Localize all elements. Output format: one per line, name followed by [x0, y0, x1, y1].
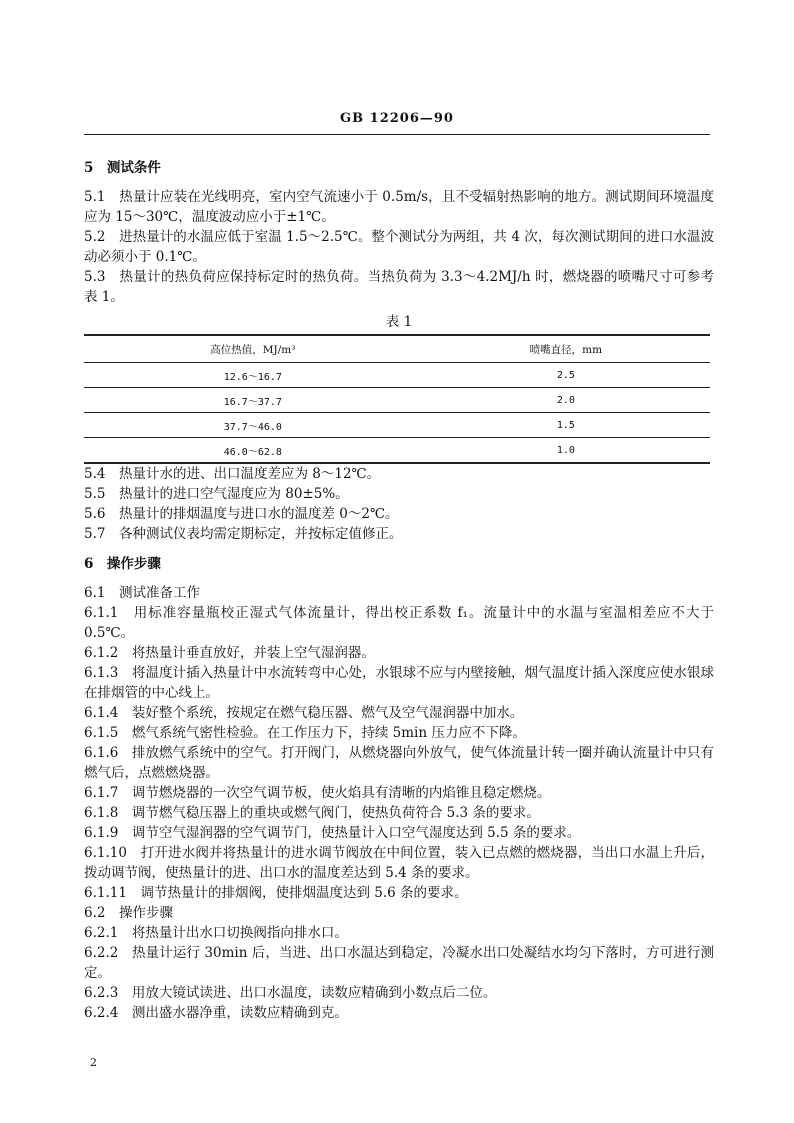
page-number: 2	[90, 1056, 97, 1069]
clause-6-2-4: 6.2.4 测出盛水器净重，读数应精确到克。	[84, 1005, 348, 1021]
clause-6-1-2: 6.1.2 将热量计垂直放好，并装上空气湿润器。	[84, 645, 375, 661]
document-body	[84, 158, 714, 1023]
nozzle-table	[84, 334, 710, 464]
table-cell: 2.5	[422, 363, 710, 388]
clause-6-1: 6.1 测试准备工作	[84, 585, 200, 601]
table-row	[84, 438, 710, 464]
section-6-title: 6 操作步骤	[84, 556, 161, 572]
table-cell: 46.0～62.8	[84, 438, 422, 464]
clause-5-4: 5.4 热量计水的进、出口温度差应为 8～12℃。	[84, 466, 381, 482]
table-cell: 1.0	[422, 438, 710, 464]
clause-6-1-1: 6.1.1 用标准容量瓶校正湿式气体流量计，得出校正系数 f₁。流量计中的水温与室温相差应不大于 0.5℃。	[84, 605, 714, 641]
clause-6-1-7: 6.1.7 调节燃烧器的一次空气调节板，使火焰具有清晰的内焰锥且稳定燃烧。	[84, 785, 551, 801]
clause-6-1-4: 6.1.4 装好整个系统，按规定在燃气稳压器、燃气及空气湿润器中加水。	[84, 705, 524, 721]
clause-6-1-11: 6.1.11 调节热量计的排烟阀，使排烟温度达到 5.6 条的要求。	[84, 885, 468, 901]
clause-6-2-2: 6.2.2 热量计运行 30min 后，当进、出口水温达到稳定，冷凝水出口处凝结水均匀下落时，方可进行测定。	[84, 945, 714, 981]
section-5-title: 5 测试条件	[84, 160, 161, 176]
clause-5-3: 5.3 热量计的热负荷应保持标定时的热负荷。当热负荷为 3.3～4.2MJ/h 时，燃烧器的喷嘴尺寸可参考表 1。	[84, 269, 714, 305]
clause-5-1: 5.1 热量计应装在光线明亮，室内空气流速小于 0.5m/s，且不受辐射热影响的地方。测试期间环境温度应为 15～30℃，温度波动应小于±1℃。	[84, 189, 714, 225]
table-row	[84, 413, 710, 438]
table-cell: 16.7～37.7	[84, 388, 422, 413]
clause-6-1-6: 6.1.6 排放燃气系统中的空气。打开阀门，从燃烧器向外放气，使气体流量计转一圈并确认流量计中只有燃气后，点燃燃烧器。	[84, 745, 714, 781]
table-cell: 12.6～16.7	[84, 363, 422, 388]
table-row	[84, 363, 710, 388]
clause-6-1-9: 6.1.9 调节空气湿润器的空气调节门，使热量计入口空气湿度达到 5.5 条的要求。	[84, 825, 581, 841]
clause-6-1-8: 6.1.8 调节燃气稳压器上的重块或燃气阀门，使热负荷符合 5.3 条的要求。	[84, 805, 540, 821]
clause-6-2: 6.2 操作步骤	[84, 905, 173, 921]
clause-5-6: 5.6 热量计的排烟温度与进口水的温度差 0～2℃。	[84, 506, 399, 522]
table-cell: 2.0	[422, 388, 710, 413]
clause-6-2-3: 6.2.3 用放大镜试读进、出口水温度，读数应精确到小数点后二位。	[84, 985, 497, 1001]
clause-6-1-10: 6.1.10 打开进水阀并将热量计的进水调节阀放在中间位置，装入已点燃的燃烧器，当出口水温上升后，拨动调节阀，使热量计的进、出口水的温度差达到 5.4 条的要求。	[84, 845, 714, 881]
document-code-header: GB 12206—90	[340, 111, 454, 126]
table-header-heating-value: 高位热值，MJ/m³	[84, 335, 422, 363]
clause-6-1-5: 6.1.5 燃气系统气密性检验。在工作压力下，持续 5min 压力应不下降。	[84, 725, 526, 741]
table-header-nozzle-diameter: 喷嘴直径，mm	[422, 335, 710, 363]
clause-5-5: 5.5 热量计的进口空气湿度应为 80±5%。	[84, 486, 349, 502]
clause-6-1-3: 6.1.3 将温度计插入热量计中水流转弯中心处，水银球不应与内壁接触，烟气温度计插入深度应使水银球在排烟管的中心线上。	[84, 665, 714, 701]
table-cell: 1.5	[422, 413, 710, 438]
table-1-caption: 表 1	[385, 314, 413, 330]
clause-6-2-1: 6.2.1 将热量计出水口切换阀指向排水口。	[84, 925, 348, 941]
table-cell: 37.7～46.0	[84, 413, 422, 438]
clause-5-2: 5.2 进热量计的水温应低于室温 1.5～2.5℃。整个测试分为两组，共 4 次，每次测试期间的进口水温波动必须小于 0.1℃。	[84, 229, 714, 265]
clause-5-7: 5.7 各种测试仪表均需定期标定，并按标定值修正。	[84, 526, 403, 542]
table-row	[84, 388, 710, 413]
header-rule	[84, 134, 710, 135]
